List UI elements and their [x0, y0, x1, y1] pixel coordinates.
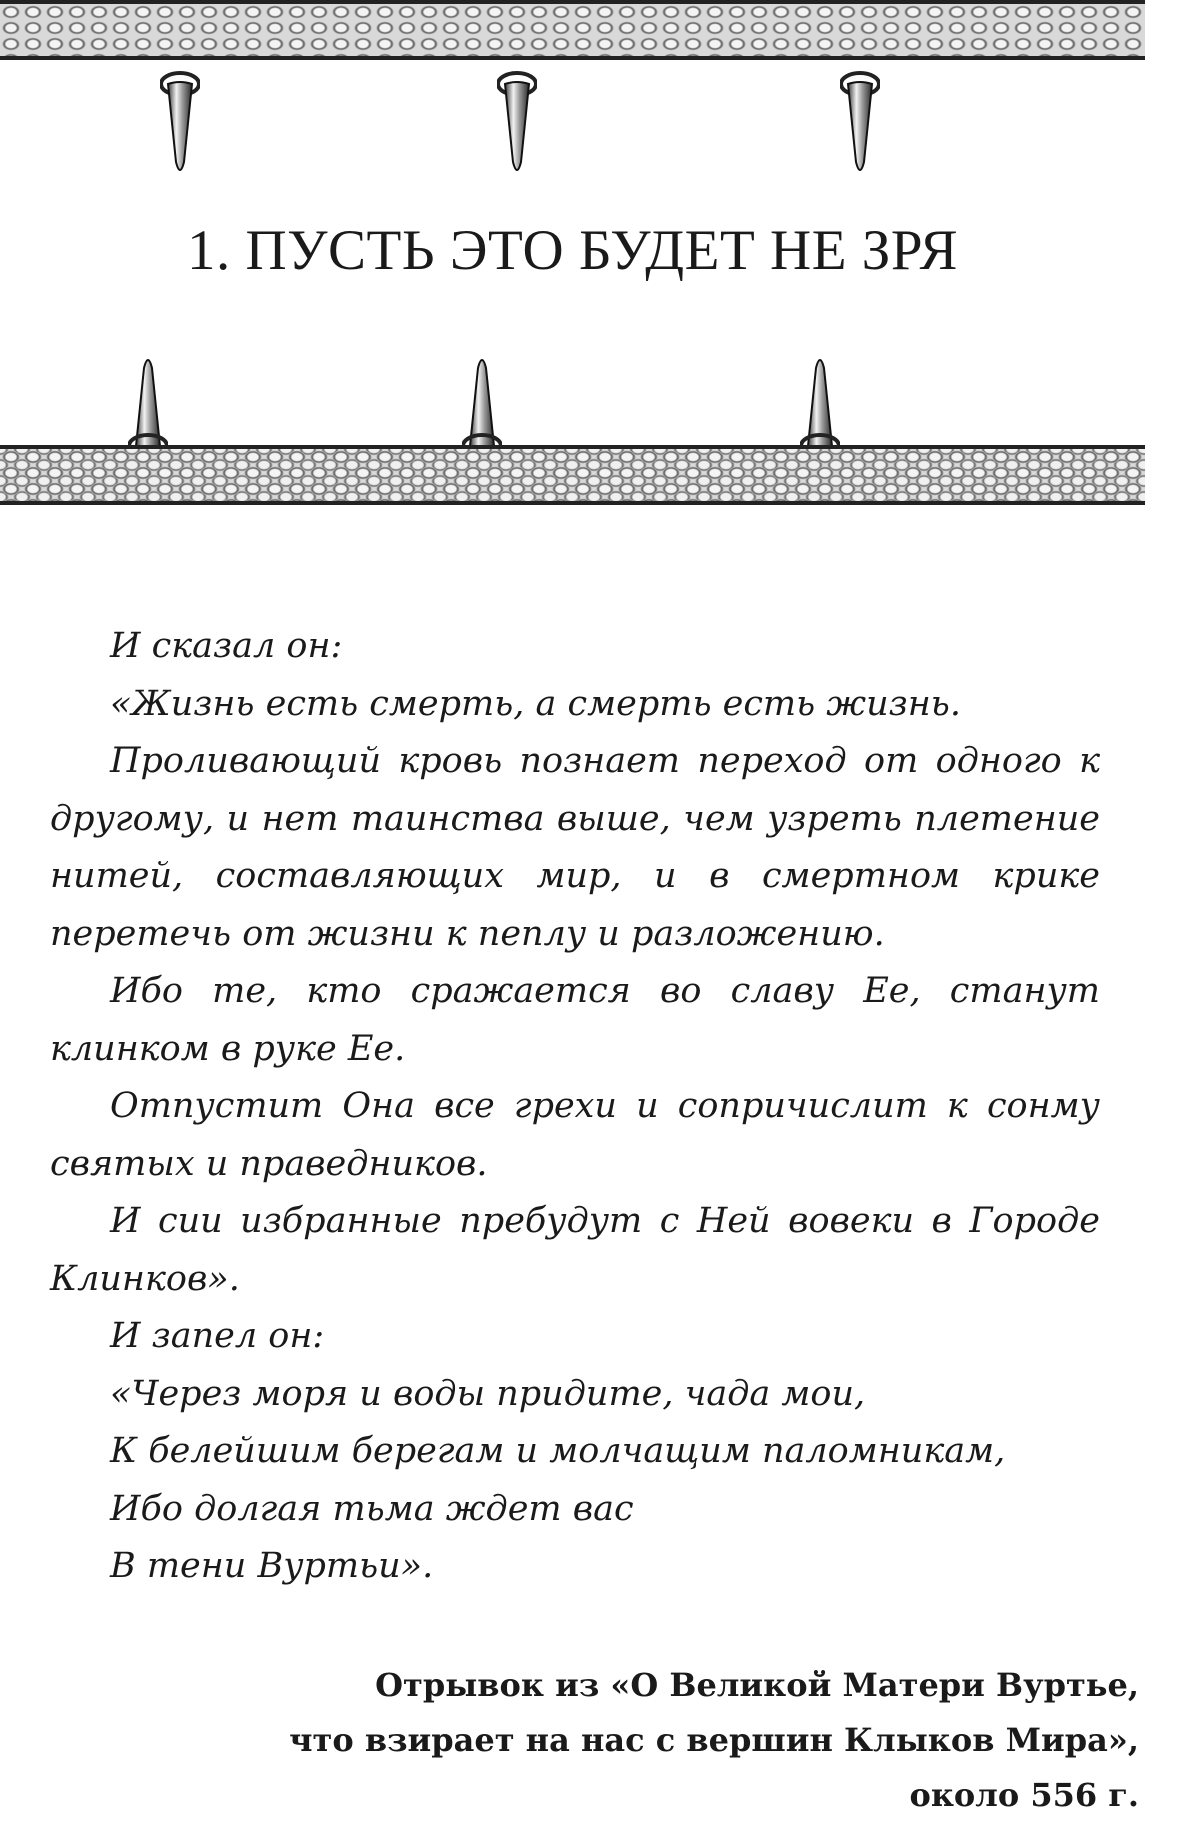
song-line: К белейшим берегам и молчащим паломникам, [110, 1431, 1006, 1471]
source-attribution [239, 1658, 1139, 1823]
epigraph-paragraph: Проливающий кровь познает переход от одного к другому, и нет таинства выше, чем узреть плетение нитей, составляющих мир, и в смертном крике перетечь от жизни к пеплу и разложению. [50, 741, 1100, 954]
epigraph-line: И сказал он: [110, 626, 343, 666]
fang-icon-bottom-right [800, 340, 840, 460]
epigraph-paragraph: Ибо те, кто сражается во славу Ее, станут клинком в руке Ее. [50, 971, 1100, 1069]
source-line: Отрывок из «О Великой Матери Вуртье, [375, 1666, 1139, 1704]
epigraph-paragraph: Отпустит Она все грехи и сопричислит к сонму святых и праведников. [50, 1086, 1100, 1184]
epigraph-text [50, 618, 1100, 1596]
song-line: «Через моря и воды придите, чада мои, [110, 1373, 866, 1414]
fang-icon-bottom-left [128, 340, 168, 460]
epigraph-line: «Жизнь есть смерть, а смерть есть жизнь. [110, 683, 961, 724]
chapter-title: 1. ПУСТЬ ЭТО БУДЕТ НЕ ЗРЯ [187, 219, 958, 282]
source-line: около 556 г. [909, 1776, 1139, 1814]
fang-icon-top-center [497, 70, 537, 190]
song-line: Ибо долгая тьма ждет вас [110, 1488, 634, 1529]
source-line: что взирает на нас с вершин Клыков Мира», [289, 1721, 1139, 1759]
snakeskin-band-bottom [0, 445, 1145, 505]
fang-icon-top-left [160, 70, 200, 190]
epigraph-paragraph: И сии избранные пребудут с Ней вовеки в Городе Клинков». [50, 1201, 1100, 1299]
snakeskin-band-top [0, 0, 1145, 60]
epigraph-line: И запел он: [110, 1316, 325, 1356]
song-line: В тени Вуртьи». [110, 1546, 434, 1586]
fang-icon-top-right [840, 70, 880, 190]
fang-icon-bottom-center [462, 340, 502, 460]
